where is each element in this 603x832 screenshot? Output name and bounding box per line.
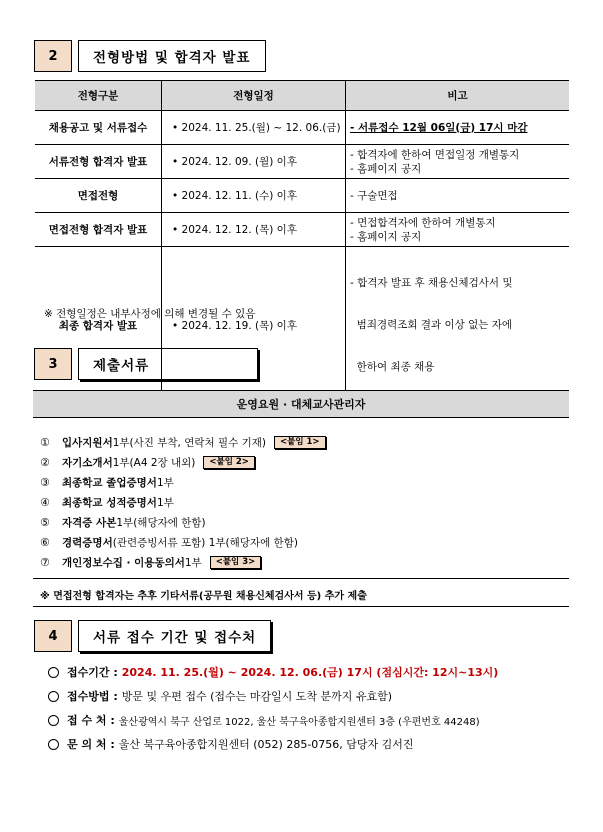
list-item xyxy=(40,552,326,572)
documents-category-bar: 운영요원 · 대체교사관리자 xyxy=(33,390,569,418)
note-line: 한하여 최종 채용 xyxy=(350,361,435,373)
item-name: 최종학교 성적증명서 xyxy=(62,496,157,509)
info-place xyxy=(48,708,498,732)
item-number: ⑥ xyxy=(40,535,50,549)
list-item xyxy=(40,512,326,532)
row-notes xyxy=(346,247,570,404)
row-stage: 채용공고 및 서류접수 xyxy=(35,111,162,145)
table-row xyxy=(35,213,569,247)
row-stage: 최종 합격자 발표 xyxy=(35,247,162,404)
table-header-row xyxy=(35,81,569,111)
submission-info xyxy=(48,660,498,756)
attachment-tag: <붙임 3> xyxy=(210,556,262,569)
info-value: 울산광역시 북구 산업로 1022, 울산 북구육아종합지원센터 3층 (우편번호 44248) xyxy=(118,716,480,728)
info-contact xyxy=(48,732,498,756)
item-detail: 1부(A4 2장 내외) xyxy=(112,456,196,469)
item-name: 자격증 사본 xyxy=(62,516,117,529)
schedule-footnote: ※ 전형일정은 내부사정에 의해 변경될 수 있음 xyxy=(44,308,256,320)
info-value: 2024. 11. 25.(월) ~ 2024. 12. 06.(금) 17시 (점심시간: 12시~13시) xyxy=(121,666,499,679)
list-item xyxy=(40,472,326,492)
info-value: 방문 및 우편 접수 (접수는 마감일시 도착 분까지 유효함) xyxy=(121,690,393,703)
item-number: ⑤ xyxy=(40,515,50,529)
row-notes xyxy=(346,145,570,179)
item-detail: (관련증빙서류 포함) 1부(해당자에 한함) xyxy=(112,536,298,549)
section-title: 서류 접수 기간 및 접수처 xyxy=(78,620,271,652)
info-method xyxy=(48,684,498,708)
attachment-tag: <붙임 2> xyxy=(203,456,255,469)
circle-bullet-icon xyxy=(48,715,59,726)
note-line: - 면접합격자에 한하여 개별통지 xyxy=(350,216,496,229)
header-notes: 비고 xyxy=(346,81,570,111)
row-notes xyxy=(346,179,570,213)
item-name: 최종학교 졸업증명서 xyxy=(62,476,157,489)
header-stage: 전형구분 xyxy=(35,81,162,111)
note-line: - 서류접수 12월 06일(금) 17시 마감 xyxy=(350,121,528,134)
list-item xyxy=(40,532,326,552)
note-line: 범죄경력조회 결과 이상 없는 자에 xyxy=(350,319,513,331)
item-name: 자기소개서 xyxy=(62,456,113,469)
info-label: 접 수 처 : xyxy=(67,714,115,727)
item-name: 경력증명서 xyxy=(62,536,113,549)
note-line: - 홈페이지 공지 xyxy=(350,162,422,175)
info-value: 울산 북구육아종합지원센터 (052) 285-0756, 담당자 김서진 xyxy=(118,738,414,751)
info-label: 접수방법 : xyxy=(67,690,118,703)
info-label: 문 의 처 : xyxy=(67,738,115,751)
documents-list xyxy=(40,432,326,572)
circle-bullet-icon xyxy=(48,667,59,678)
section-title: 제출서류 xyxy=(78,348,258,380)
row-notes xyxy=(346,213,570,247)
list-item xyxy=(40,432,326,452)
section-3-header xyxy=(34,348,258,382)
item-number: ① xyxy=(40,435,50,449)
note-line: - 합격자에 한하여 면접일정 개별통지 xyxy=(350,148,520,161)
row-notes xyxy=(346,111,570,145)
section-title: 전형방법 및 합격자 발표 xyxy=(78,40,266,72)
item-detail: 1부 xyxy=(156,496,174,509)
circle-bullet-icon xyxy=(48,691,59,702)
item-detail: 1부(사진 부착, 연락처 필수 기재) xyxy=(112,436,266,449)
item-number: ④ xyxy=(40,495,50,509)
item-detail: 1부 xyxy=(184,556,202,569)
item-detail: 1부(해당자에 한함) xyxy=(116,516,206,529)
row-date: • 2024. 12. 11. (수) 이후 xyxy=(162,179,346,213)
item-number: ⑦ xyxy=(40,555,50,569)
row-date: • 2024. 12. 12. (목) 이후 xyxy=(162,213,346,247)
item-name: 입사지원서 xyxy=(62,436,113,449)
section-number: 3 xyxy=(34,348,72,380)
list-item xyxy=(40,492,326,512)
documents-footnote: ※ 면접전형 합격자는 추후 기타서류(공무원 채용신체검사서 등) 추가 제출 xyxy=(40,591,367,602)
info-period xyxy=(48,660,498,684)
note-line: - 합격자 발표 후 채용신체검사서 및 xyxy=(350,277,513,289)
note-line: - 홈페이지 공지 xyxy=(350,230,422,243)
row-stage: 서류전형 합격자 발표 xyxy=(35,145,162,179)
item-number: ② xyxy=(40,455,50,469)
note-line: - 구술면접 xyxy=(350,189,398,202)
divider xyxy=(33,606,569,607)
section-4-header xyxy=(34,620,271,654)
section-number: 2 xyxy=(34,40,72,72)
section-number: 4 xyxy=(34,620,72,652)
item-number: ③ xyxy=(40,475,50,489)
row-date: • 2024. 12. 19. (목) 이후 xyxy=(162,247,346,404)
header-date: 전형일정 xyxy=(162,81,346,111)
row-stage: 면접전형 xyxy=(35,179,162,213)
attachment-tag: <붙임 1> xyxy=(274,436,326,449)
item-detail: 1부 xyxy=(156,476,174,489)
item-name: 개인정보수집 · 이용동의서 xyxy=(62,556,185,569)
table-row xyxy=(35,179,569,213)
divider xyxy=(33,578,569,579)
list-item xyxy=(40,452,326,472)
circle-bullet-icon xyxy=(48,739,59,750)
row-date: • 2024. 12. 09. (월) 이후 xyxy=(162,145,346,179)
row-date: • 2024. 11. 25.(월) ~ 12. 06.(금) xyxy=(162,111,346,145)
table-row xyxy=(35,111,569,145)
section-2-header xyxy=(34,40,266,74)
table-row xyxy=(35,145,569,179)
row-stage: 면접전형 합격자 발표 xyxy=(35,213,162,247)
info-label: 접수기간 : xyxy=(67,666,118,679)
